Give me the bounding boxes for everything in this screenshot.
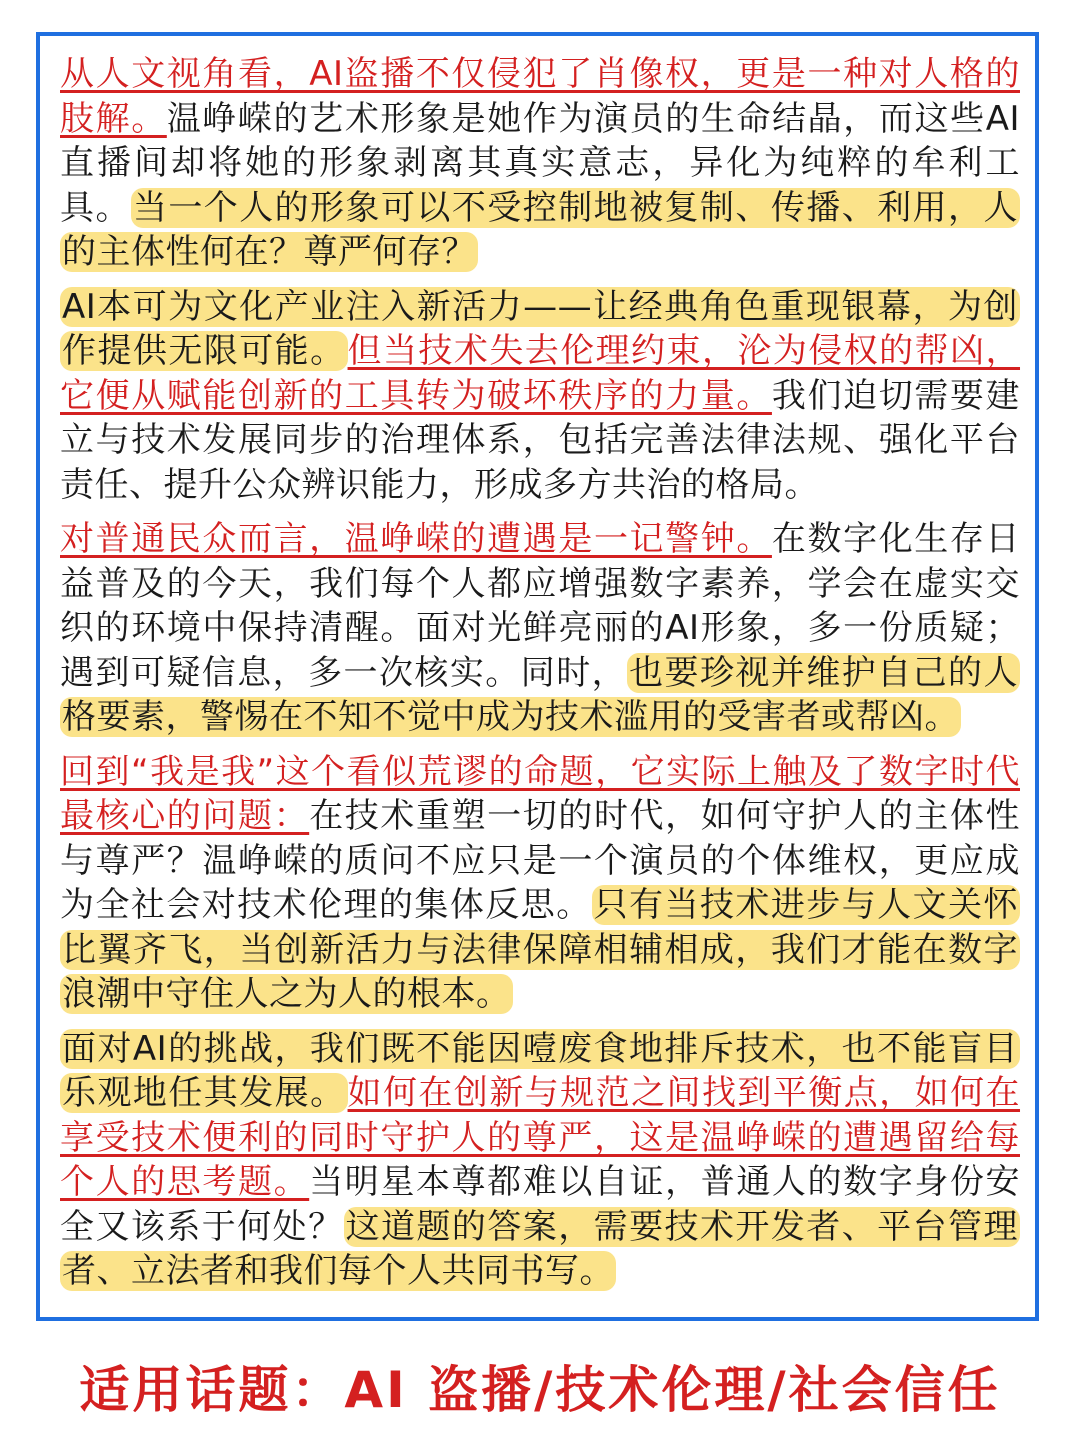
- highlighted-text: AI本可为文化产业注入新活力——让经典角色重现银幕，为创作提供无限可能。: [62, 286, 1018, 371]
- red-emphasis-text: 但当技术失去伦理约束，沦为侵权的帮凶，它便从赋能创新的工具转为破坏秩序的力量。: [60, 331, 1021, 416]
- plain-text: 在数字化生存日益普及的今天，我们每个人都应增强数字素养，学会在虚实交织的环境中保持清醒。面对光鲜亮丽的AI形象，多一份质疑；遇到可疑信息，多一次核实。同时，: [60, 519, 1020, 693]
- paragraph-5: [60, 1027, 1020, 1294]
- red-emphasis-text: 回到“我是我”这个看似荒谬的命题，它实际上触及了数字时代最核心的问题：: [60, 751, 1020, 836]
- highlighted-text: 面对AI的挑战，我们既不能因噎废食地排斥技术，也不能盲目乐观地任其发展。: [62, 1028, 1018, 1113]
- paragraph-1: [60, 52, 1020, 275]
- plain-text: 温峥嵘的艺术形象是她作为演员的生命结晶，而这些AI直播间却将她的形象剥离其真实意志，异化为纯粹的牟利工具。: [60, 98, 1020, 228]
- article-body: [60, 52, 1020, 1304]
- highlighted-text: 当一个人的形象可以不受控制地被复制、传播、利用，人的主体性何在？尊严何存？: [62, 187, 1019, 272]
- red-emphasis-text: 如何在创新与规范之间找到平衡点，如何在享受技术便利的同时守护人的尊严，这是温峥嵘的遭遇留给每个人的思考题。: [60, 1073, 1021, 1202]
- highlighted-text: 这道题的答案，需要技术开发者、平台管理者、立法者和我们每个人共同书写。: [62, 1206, 1019, 1291]
- highlighted-text: 也要珍视并维护自己的人格要素，警惕在不知不觉中成为技术滥用的受害者或帮凶。: [62, 652, 1019, 737]
- plain-text: 我们迫切需要建立与技术发展同步的治理体系，包括完善法律法规、强化平台责任、提升公众辨识能力，形成多方共治的格局。: [60, 375, 1020, 505]
- red-emphasis-text: 对普通民众而言，温峥嵘的遭遇是一记警钟。: [60, 519, 772, 559]
- paragraph-3: [60, 517, 1020, 740]
- highlighted-text: 只有当技术进步与人文关怀比翼齐飞，当创新活力与法律保障相辅相成，我们才能在数字浪潮中守住人之为人的根本。: [62, 885, 1019, 1014]
- red-emphasis-text: 从人文视角看，AI盗播不仅侵犯了肖像权，更是一种对人格的肢解。: [60, 54, 1020, 139]
- topic-footer: 适用话题：AI 盗播/技术伦理/社会信任: [79, 1361, 1001, 1419]
- plain-text: 在技术重塑一切的时代，如何守护人的主体性与尊严？温峥嵘的质问不应只是一个演员的个体维权，更应成为全社会对技术伦理的集体反思。: [60, 796, 1021, 925]
- plain-text: 当明星本尊都难以自证，普通人的数字身份安全又该系于何处？: [60, 1162, 1021, 1247]
- paragraph-2: [60, 285, 1020, 508]
- paragraph-4: [60, 750, 1020, 1017]
